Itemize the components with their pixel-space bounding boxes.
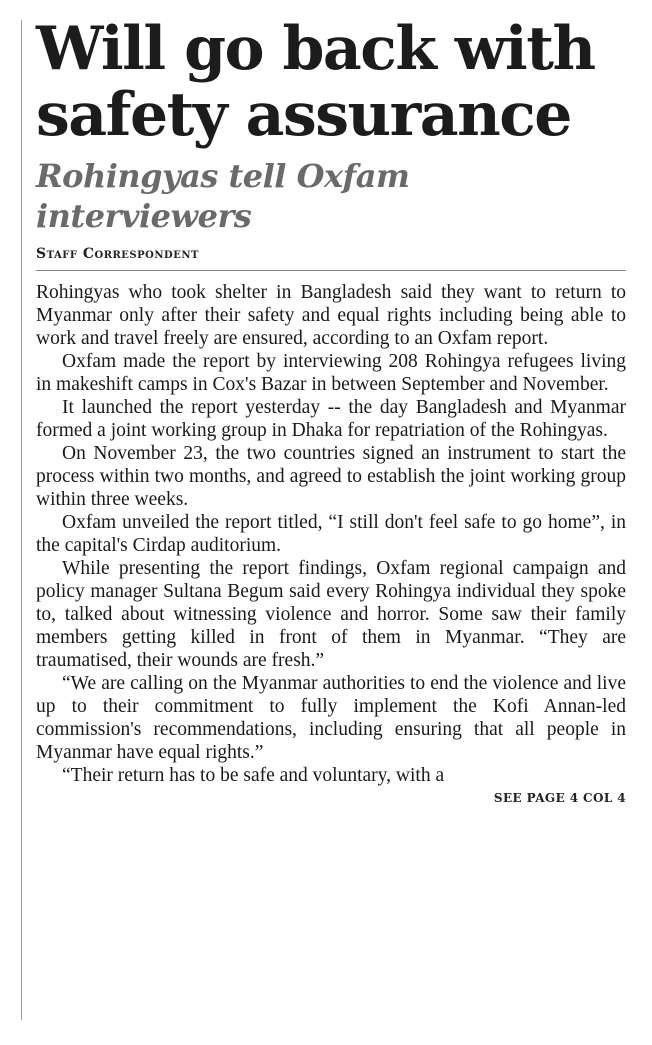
byline: Staff Correspondent <box>36 246 626 271</box>
subheadline: Rohingyas tell Oxfam interviewers <box>36 157 410 235</box>
paragraph: Rohingyas who took shelter in Bangladesh said they want to return to Myanmar only after their safety and equal rights including being able to work and travel freely are ensured, according to an Oxfam report. <box>36 282 626 349</box>
paragraph: Oxfam made the report by interviewing 208 Rohingya refugees living in makeshift camps in Cox's Bazar in between September and November. <box>36 351 626 395</box>
paragraph: It launched the report yesterday -- the day Bangladesh and Myanmar formed a joint working group in Dhaka for repatriation of the Rohingyas. <box>36 397 626 441</box>
paragraph: On November 23, the two countries signed an instrument to start the process within two months, and agreed to establish the joint working group within three weeks. <box>36 443 626 510</box>
news-article <box>36 16 626 805</box>
paragraph: “Their return has to be safe and voluntary, with a <box>62 765 445 786</box>
article-body <box>36 281 626 787</box>
headline: Will go back with safety assurance <box>36 14 595 150</box>
paragraph: Oxfam unveiled the report titled, “I still don't feel safe to go home”, in the capital's Cirdap auditorium. <box>36 512 626 556</box>
continued-on-reference: SEE PAGE 4 COL 4 <box>493 791 626 805</box>
paragraph: “We are calling on the Myanmar authorities to end the violence and live up to their commitment to fully implement the Kofi Annan-led commission's recommendations, including ensuring that all people in Myanmar have equal rights.” <box>36 673 626 763</box>
column-rule <box>21 20 22 1020</box>
paragraph: While presenting the report findings, Oxfam regional campaign and policy manager Sultana Begum said every Rohingya individual they spoke to, talked about witnessing violence and horror. Some saw their family members getting killed in front of them in Myanmar. “They are traumatised, their wounds are fresh.” <box>36 558 626 671</box>
